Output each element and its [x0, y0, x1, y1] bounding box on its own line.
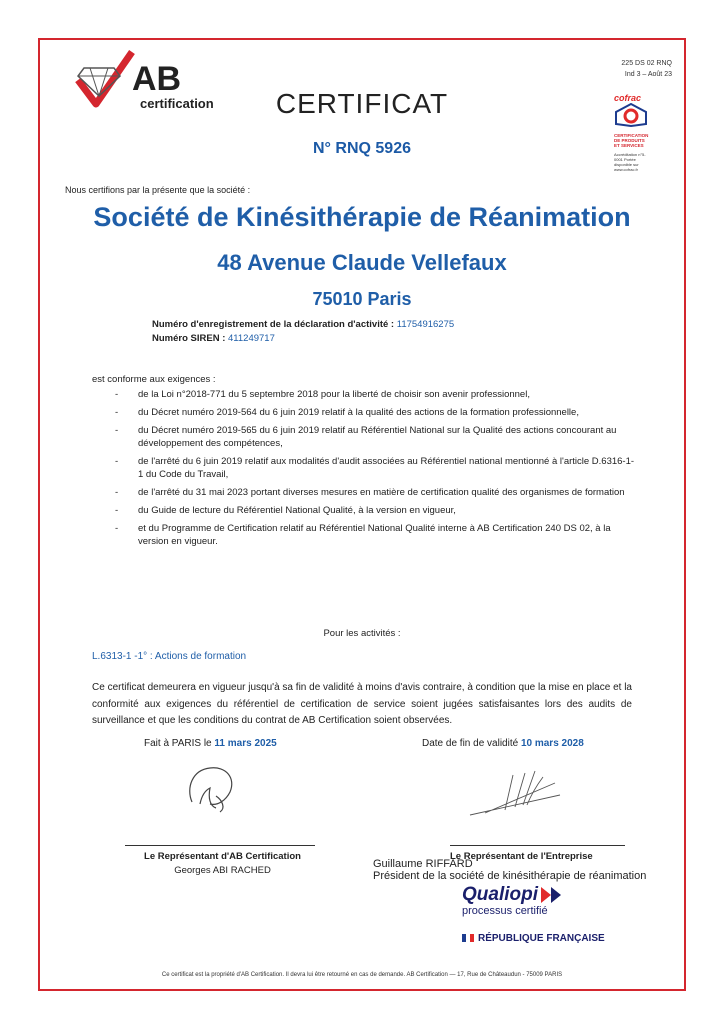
ab-representative-name: Georges ABI RACHED [174, 865, 271, 876]
company-representative-role: Président de la société de kinésithérapie de réanimation [373, 870, 647, 882]
company-representative-name: Guillaume RIFFARD [373, 858, 473, 870]
qualiopi-logo [462, 884, 612, 924]
ab-representative-block [135, 850, 310, 878]
intro-text: Nous certifions par la présente que la société : [65, 185, 251, 195]
ref-index: Ind 3 – Août 23 [624, 71, 672, 78]
ab-representative-title: Le Représentant d'AB Certification [144, 851, 301, 862]
issue-date: 11 mars 2025 [214, 738, 277, 749]
activities-title: Pour les activités : [323, 628, 401, 639]
requirements-list [115, 388, 635, 553]
signature-line-company [450, 845, 625, 846]
company-representative-signature [465, 765, 565, 825]
document-reference [621, 58, 672, 80]
siren-label: Numéro SIREN : [152, 333, 229, 344]
logo-ab-text: AB [132, 60, 182, 98]
french-flag-icon [462, 934, 474, 942]
cofrac-accreditation: Accréditation n°5-0001 Portée disponible sur www.cofrac.fr [614, 152, 646, 172]
qualiopi-word: Qualiopi [462, 884, 538, 905]
company-representative-title: Le Représentant de l'Entreprise [450, 851, 593, 862]
company-representative-block [373, 858, 646, 882]
issue-label: Fait à PARIS le [144, 738, 215, 749]
certificate-number: N° RNQ 5926 [313, 140, 411, 157]
qualiopi-arrows-icon [541, 885, 567, 905]
expiry-date-line [422, 738, 584, 749]
qualiopi-subtitle: processus certifié [462, 905, 548, 917]
registration-label: Numéro d'enregistrement de la déclaration d'activité : [152, 319, 397, 330]
requirement-item: - du Guide de lecture du Référentiel National Qualité, à la version en vigueur, [115, 505, 456, 516]
requirement-item: - du Décret numéro 2019-565 du 6 juin 2019 relatif au Référentiel National sur la Qualité des actions concourant au développement des compétences, [115, 425, 617, 449]
ab-representative-signature [180, 758, 260, 818]
expiry-label: Date de fin de validité [422, 738, 521, 749]
republique-francaise-mark [462, 933, 605, 944]
siren-number: 411249717 [228, 333, 275, 344]
company-address: 48 Avenue Claude Vellefaux [217, 250, 507, 275]
issue-date-line [144, 738, 277, 749]
footer-text: Ce certificat est la propriété d'AB Certification. Il devra lui être retourné en cas de demande. AB Certification — 17, Rue de Châteaudun - 75009 PARIS [161, 972, 563, 978]
conformity-intro: est conforme aux exigences : [92, 374, 216, 385]
cofrac-word: cofrac [614, 93, 642, 103]
ref-code: 225 DS 02 RNQ [621, 60, 672, 67]
validity-paragraph: Ce certificat demeurera en vigueur jusqu'à sa fin de validité à moins d'avis contraire, à condition que la mise en place et la conformité aux exigences du référentiel de certification de service soient jugées satisfaisantes lors des audits de surveillance et que les conditions du contrat de AB Certification soient observées. [92, 682, 632, 726]
activity-item: L.6313-1 -1° : Actions de formation [92, 651, 247, 662]
republique-francaise-text: RÉPUBLIQUE FRANÇAISE [478, 933, 605, 944]
registration-number: 11754916275 [396, 319, 455, 330]
company-city: 75010 Paris [312, 289, 412, 309]
expiry-date: 10 mars 2028 [520, 738, 584, 749]
requirement-item: - du Décret numéro 2019-564 du 6 juin 2019 relatif à la qualité des actions de la formation professionnelle, [115, 407, 579, 418]
cofrac-subtitle: CERTIFICATION DE PRODUITS ET SERVICES [614, 133, 649, 148]
company-name: Société de Kinésithérapie de Réanimation [93, 202, 631, 232]
certificate-title: CERTIFICAT [275, 88, 449, 119]
logo-cert-text: certification [140, 96, 214, 111]
requirement-item: - et du Programme de Certification relatif au Référentiel National Qualité interne à AB Certification 240 DS 02, à la version en vigueur. [115, 523, 611, 547]
requirement-item: - de l'arrêté du 31 mai 2023 portant diverses mesures en matière de certification qualité des organismes de formation [115, 487, 625, 498]
registration-block [152, 318, 454, 346]
requirement-item: - de l'arrêté du 6 juin 2019 relatif aux modalités d'audit associées au Référentiel national mentionné à l'article D.6316-1-1 du Code du Travail, [115, 456, 635, 480]
signature-line-ab [125, 845, 315, 846]
requirement-item: - de la Loi n°2018-771 du 5 septembre 2018 pour la liberté de choisir son avenir professionnel, [115, 389, 530, 400]
